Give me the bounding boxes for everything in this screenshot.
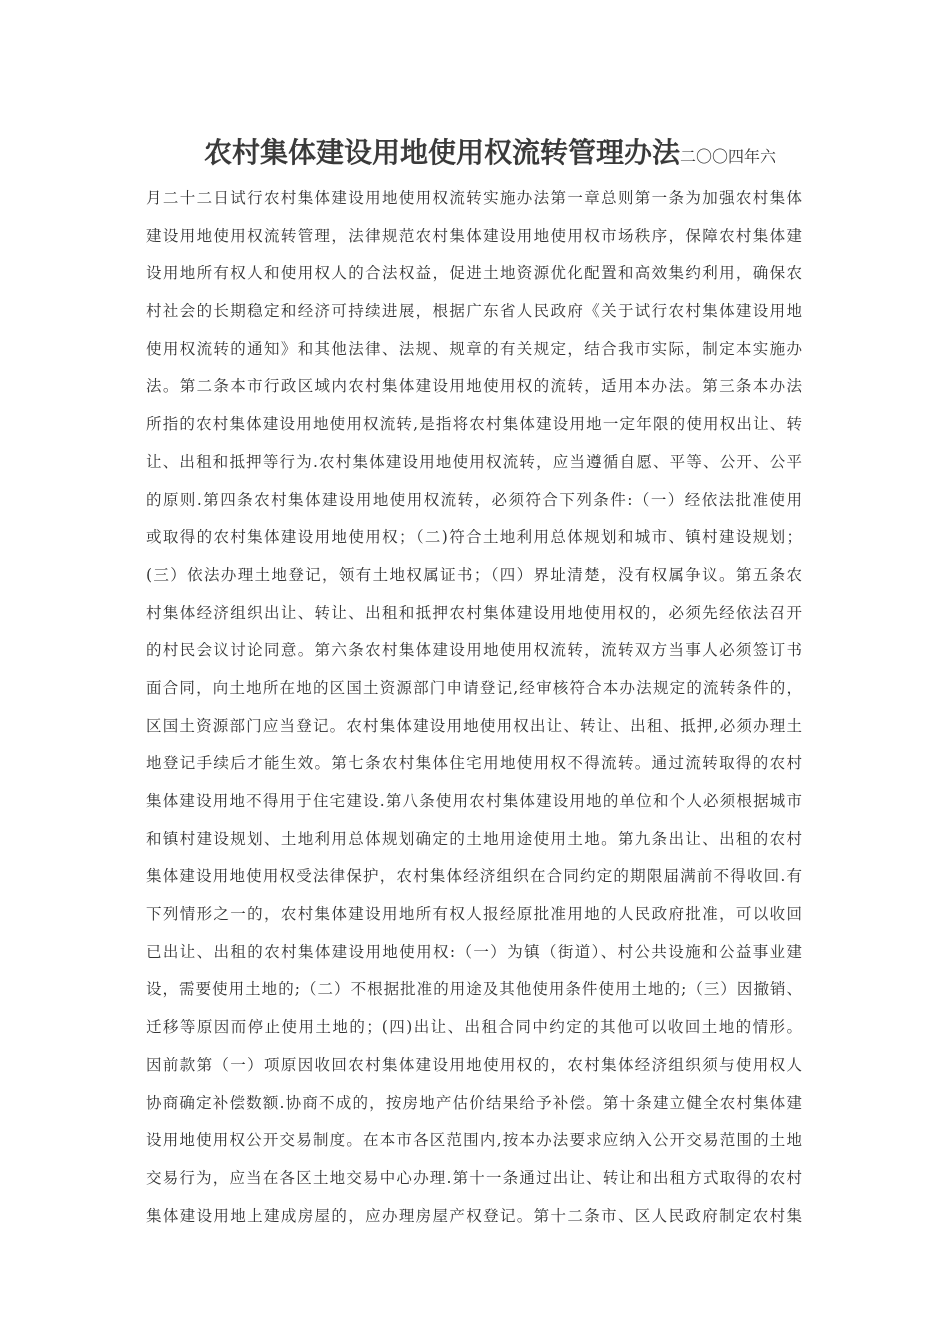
body-text-line: 集体建设用地不得用于住宅建设.第八条使用农村集体建设用地的单位和个人必须根据城市 [146, 792, 802, 810]
body-text-line: 下列情形之一的，农村集体建设用地所有权人报经原批准用地的人民政府批准，可以收回 [146, 905, 802, 924]
document-title-date: 二〇〇四年六 [680, 147, 777, 166]
body-text-line: 设，需要使用土地的;（二）不根据批准的用途及其他使用条件使用土地的;（三）因撤销、 [146, 980, 802, 999]
body-text-line: 或取得的农村集体建设用地使用权；（二)符合土地利用总体规划和城市、镇村建设规划； [146, 528, 802, 547]
body-text-line: 已出让、出租的农村集体建设用地使用权:（一）为镇（街道）、村公共设施和公益事业建 [146, 942, 802, 961]
body-text-line: 和镇村建设规划、土地利用总体规划确定的土地用途使用土地。第九条出让、出租的农村 [146, 829, 802, 848]
body-text-line: 交易行为，应当在各区土地交易中心办理.第十一条通过出让、转让和出租方式取得的农村 [146, 1168, 802, 1187]
document-body [146, 180, 816, 1235]
body-text-line: 村集体经济组织出让、转让、出租和抵押农村集体建设用地使用权的，必须先经依法召开 [146, 603, 802, 622]
body-text-line: 设用地所有权人和使用权人的合法权益，促进土地资源优化配置和高效集约利用，确保农 [146, 264, 802, 283]
body-text-line: (三）依法办理土地登记，领有土地权属证书；（四）界址清楚，没有权属争议。第五条农 [146, 565, 802, 584]
body-text-line: 建设用地使用权流转管理，法律规范农村集体建设用地使用权市场秩序，保障农村集体建 [146, 226, 802, 245]
body-text-line: 的原则.第四条农村集体建设用地使用权流转，必须符合下列条件:（一）经依法批准使用 [146, 490, 802, 509]
body-text-line: 集体建设用地上建成房屋的，应办理房屋产权登记。第十二条市、区人民政府制定农村集 [146, 1206, 802, 1225]
body-text-line: 协商确定补偿数额.协商不成的，按房地产估价结果给予补偿。第十条建立健全农村集体建 [146, 1093, 802, 1112]
body-text-line: 区国土资源部门应当登记。农村集体建设用地使用权出让、转让、出租、抵押,必须办理土 [146, 716, 802, 735]
body-text-line: 地登记手续后才能生效。第七条农村集体住宅用地使用权不得流转。通过流转取得的农村 [146, 754, 802, 773]
body-text-line: 使用权流转的通知》和其他法律、法规、规章的有关规定，结合我市实际，制定本实施办 [146, 339, 802, 358]
body-text-line: 所指的农村集体建设用地使用权流转,是指将农村集体建设用地一定年限的使用权出让、转 [146, 415, 802, 434]
document-title: 农村集体建设用地使用权流转管理办法 [204, 136, 681, 169]
body-text-line: 设用地使用权公开交易制度。在本市各区范围内,按本办法要求应纳入公开交易范围的土地 [146, 1131, 802, 1150]
body-text-line: 因前款第（一）项原因收回农村集体建设用地使用权的，农村集体经济组织须与使用权人 [146, 1055, 802, 1074]
body-text-line: 月二十二日试行农村集体建设用地使用权流转实施办法第一章总则第一条为加强农村集体 [146, 189, 802, 207]
body-text-line: 集体建设用地使用权受法律保护，农村集体经济组织在合同约定的期限届满前不得收回.有 [146, 867, 802, 886]
body-text-line: 法。第二条本市行政区域内农村集体建设用地使用权的流转，适用本办法。第三条本办法 [146, 377, 802, 396]
body-text-line: 让、出租和抵押等行为.农村集体建设用地使用权流转，应当遵循自愿、平等、公开、公平 [146, 452, 802, 471]
body-text-line: 的村民会议讨论同意。第六条农村集体建设用地使用权流转，流转双方当事人必须签订书 [146, 641, 802, 660]
body-text-line: 村社会的长期稳定和经济可持续进展，根据广东省人民政府《关于试行农村集体建设用地 [146, 302, 802, 321]
document-title-line [204, 133, 824, 177]
body-text-line: 面合同，向土地所在地的区国土资源部门申请登记,经审核符合本办法规定的流转条件的， [146, 678, 802, 697]
body-text-line: 迁移等原因而停止使用土地的；(四)出让、出租合同中约定的其他可以收回土地的情形。 [146, 1018, 802, 1037]
